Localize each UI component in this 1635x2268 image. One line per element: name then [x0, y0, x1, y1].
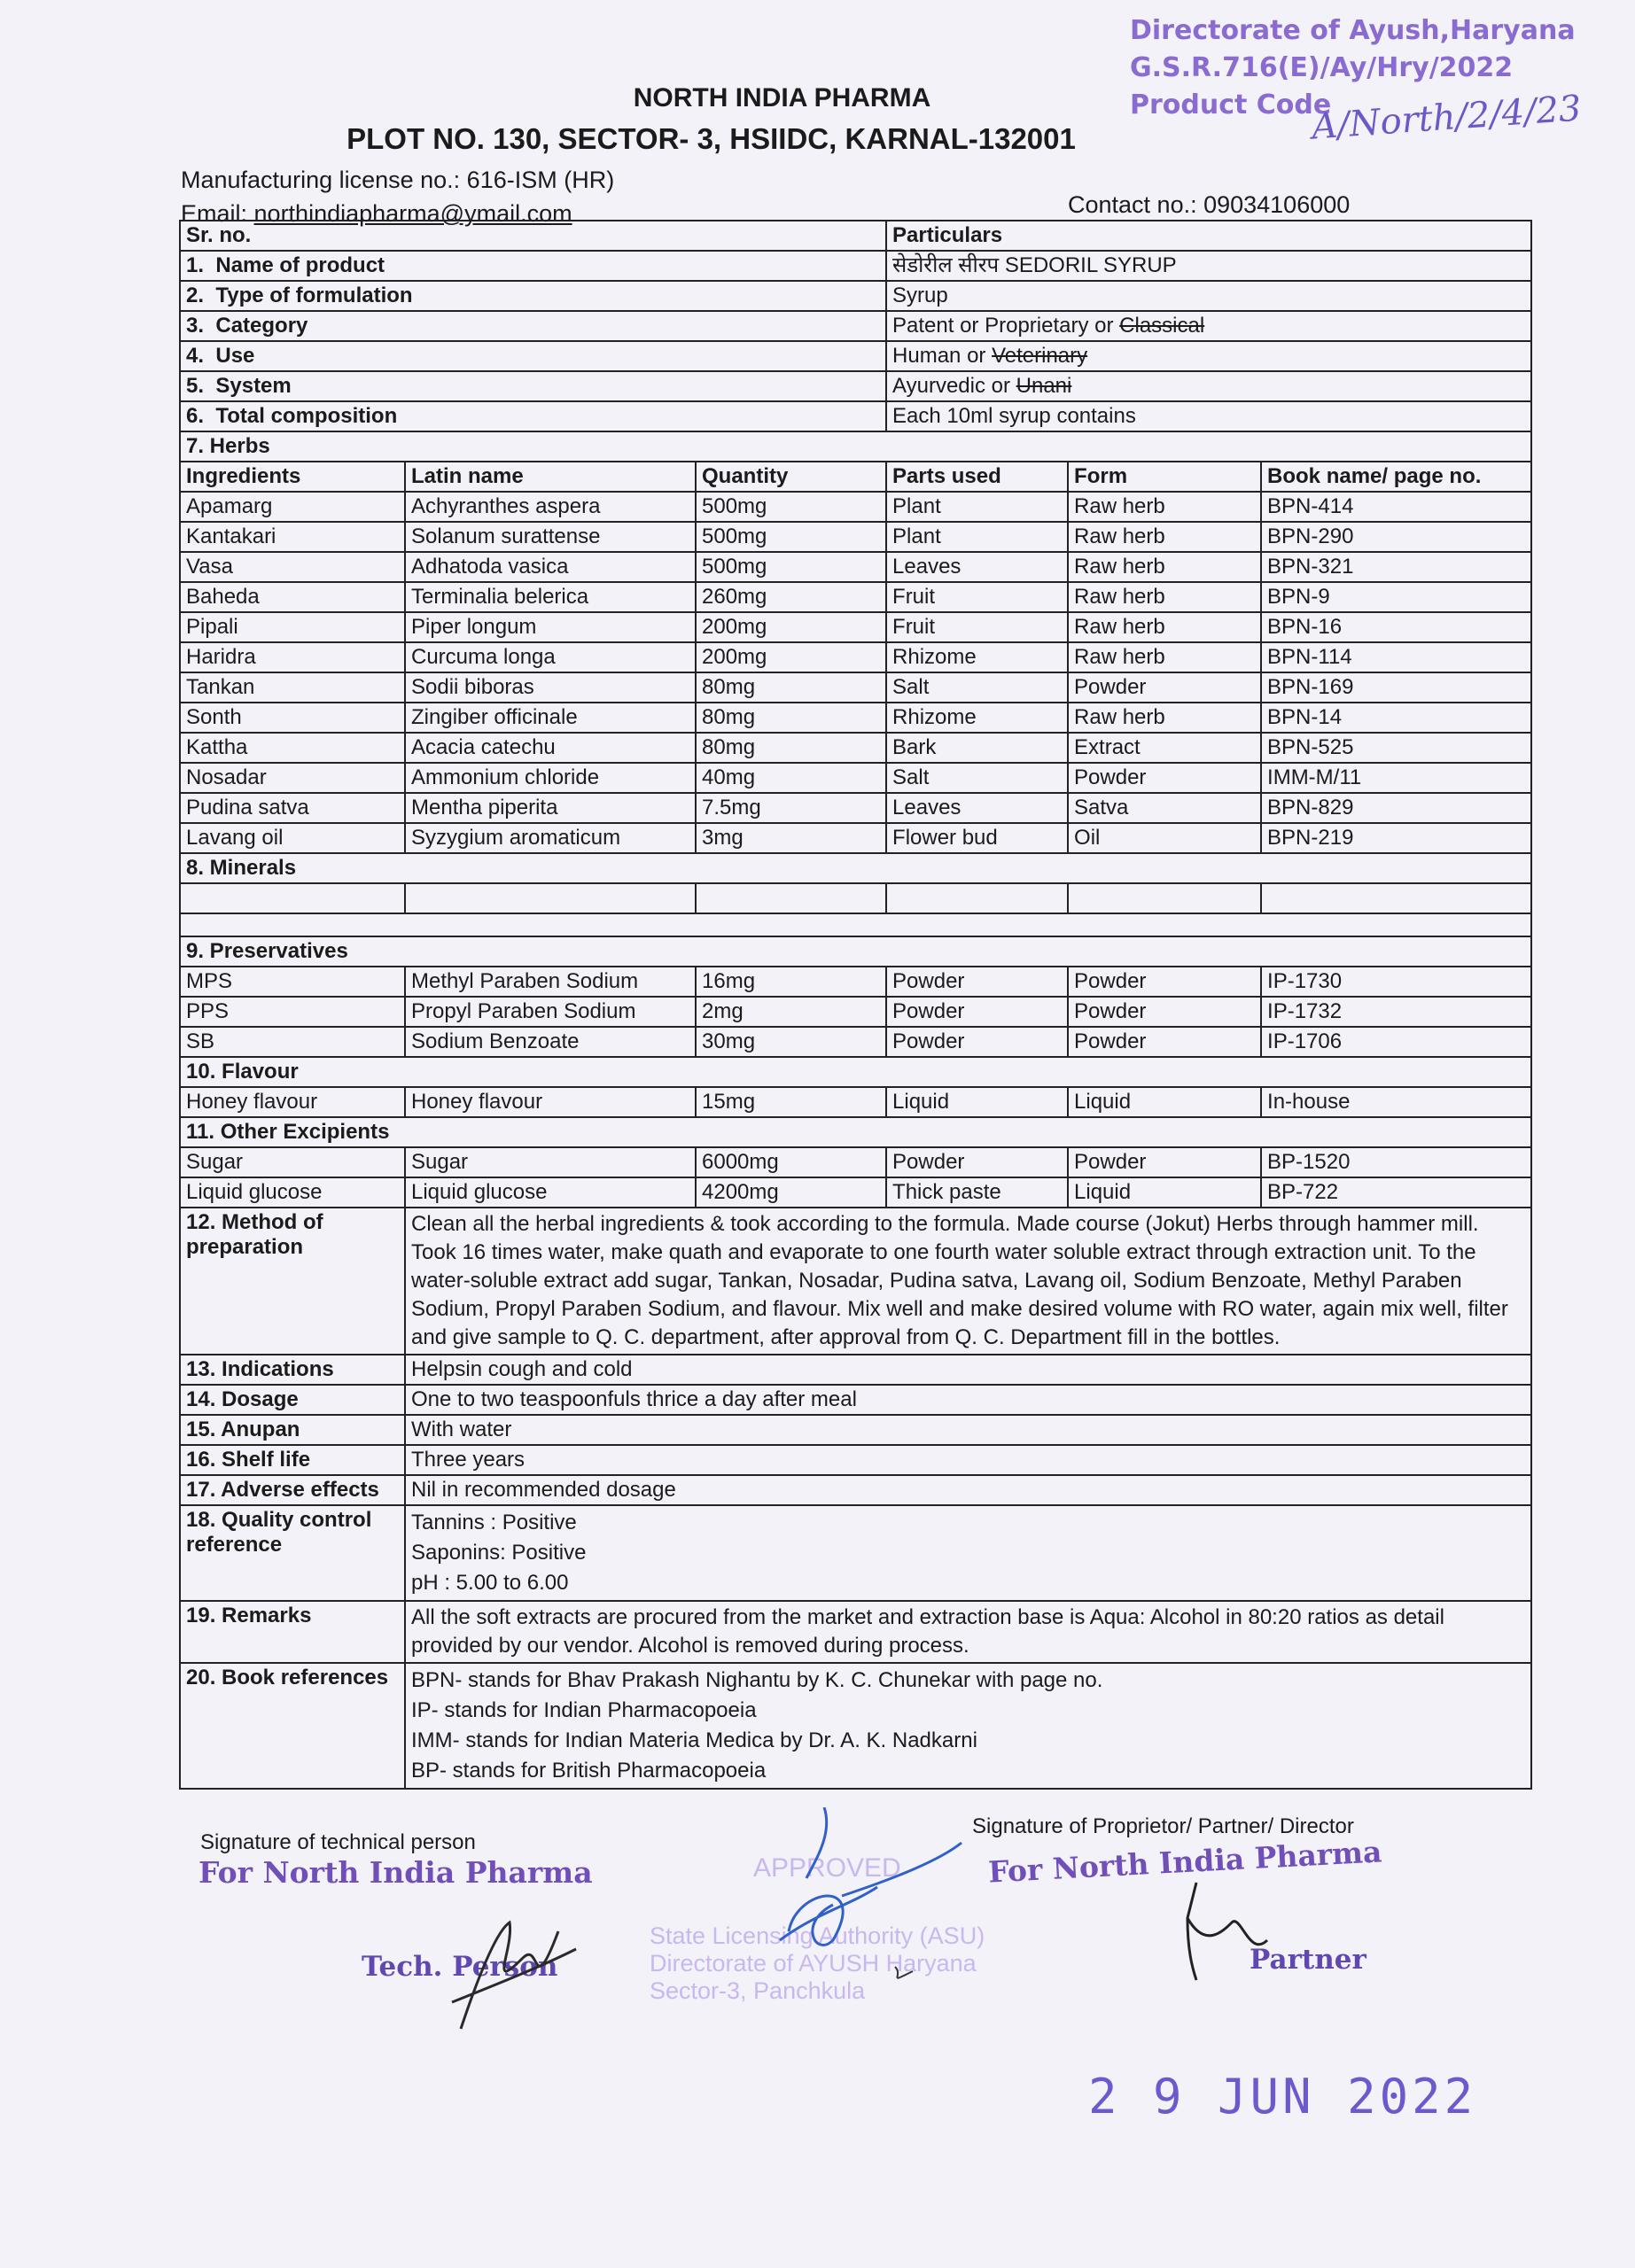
herb-row-cell: Salt	[886, 763, 1068, 793]
approved-stamp-word: APPROVED	[753, 1853, 901, 1883]
general-label-cell	[180, 281, 886, 311]
shelf-row-label: 16. Shelf life	[180, 1445, 405, 1475]
herb-row-cell: BPN-290	[1261, 522, 1531, 552]
herb-row-cell: Plant	[886, 492, 1068, 522]
empty-cell	[405, 883, 696, 913]
herb-row	[180, 703, 1531, 733]
herb-row-cell: Salt	[886, 672, 1068, 703]
flavour-row-cell: 15mg	[696, 1087, 886, 1117]
row-number: 3.	[186, 314, 205, 338]
herb-row-cell: IMM-M/11	[1261, 763, 1531, 793]
excipient-row-cell: 4200mg	[696, 1177, 886, 1208]
herb-row-cell: Sonth	[180, 703, 405, 733]
row-number: 4.	[186, 344, 205, 368]
tech-signature-label: Signature of technical person	[200, 1830, 476, 1854]
refs-row-value	[405, 1663, 1531, 1789]
flavour-row-cell: Liquid	[886, 1087, 1068, 1117]
excipient-row-cell: BP-722	[1261, 1177, 1531, 1208]
excipient-row-cell: Sugar	[180, 1147, 405, 1177]
row-label: Type of formulation	[215, 284, 413, 307]
excipient-row-cell: Sugar	[405, 1147, 696, 1177]
preservative-row-cell: Powder	[886, 967, 1068, 997]
herb-row-cell: 200mg	[696, 642, 886, 672]
preservative-row-cell: SB	[180, 1027, 405, 1057]
general-value-cell	[886, 371, 1531, 401]
general-value-cell	[886, 311, 1531, 341]
preservative-row-cell: Propyl Paraben Sodium	[405, 997, 696, 1027]
herb-row-cell: BPN-829	[1261, 793, 1531, 823]
row-number: 1.	[186, 253, 205, 277]
preservative-row-cell: Methyl Paraben Sodium	[405, 967, 696, 997]
remarks-row	[180, 1601, 1531, 1663]
herbs-column-header-row	[180, 462, 1531, 492]
preservative-row-cell: Sodium Benzoate	[405, 1027, 696, 1057]
herb-row	[180, 492, 1531, 522]
preservative-row-cell: 16mg	[696, 967, 886, 997]
preservative-row-cell: MPS	[180, 967, 405, 997]
general-value-cell	[886, 251, 1531, 281]
company-address: PLOT NO. 130, SECTOR- 3, HSIIDC, KARNAL-132001	[346, 122, 1076, 155]
indications-row-value: Helpsin cough and cold	[405, 1355, 1531, 1385]
herb-row-cell: 500mg	[696, 552, 886, 582]
general-label-cell	[180, 341, 886, 371]
stamp-line-1: Directorate of Ayush,Haryana	[1130, 15, 1576, 46]
herb-row	[180, 612, 1531, 642]
refs-row	[180, 1663, 1531, 1789]
herb-row-cell: Ammonium chloride	[405, 763, 696, 793]
herb-row-cell: Leaves	[886, 552, 1068, 582]
formulation-table	[179, 220, 1532, 1790]
herb-row	[180, 733, 1531, 763]
herb-row-cell: Raw herb	[1068, 492, 1261, 522]
row-value: सेडोरील सीरप SEDORIL SYRUP	[892, 253, 1177, 277]
shelf-row	[180, 1445, 1531, 1475]
herb-row-cell: 80mg	[696, 672, 886, 703]
anupan-row-value: With water	[405, 1415, 1531, 1445]
excipient-row-cell: 6000mg	[696, 1147, 886, 1177]
minerals-empty-row	[180, 883, 1531, 913]
anupan-row	[180, 1415, 1531, 1445]
flavour-row-cell: Honey flavour	[405, 1087, 696, 1117]
qc-line: pH : 5.00 to 6.00	[411, 1571, 569, 1595]
general-row	[180, 251, 1531, 281]
empty-cell	[1068, 883, 1261, 913]
method-row	[180, 1208, 1531, 1355]
preservative-row-cell: IP-1730	[1261, 967, 1531, 997]
preservative-row-cell: IP-1732	[1261, 997, 1531, 1027]
handwritten-product-code: A/North/2/4/23	[1310, 88, 1583, 148]
herb-row-cell: Flower bud	[886, 823, 1068, 853]
reference-line: IMM- stands for Indian Materia Medica by Dr. A. K. Nadkarni	[411, 1728, 977, 1752]
row-value: Human or	[892, 344, 993, 368]
herb-row-cell: Raw herb	[1068, 642, 1261, 672]
general-value-cell	[886, 401, 1531, 431]
preservative-row	[180, 1027, 1531, 1057]
contact-number: Contact no.: 09034106000	[1068, 191, 1351, 218]
adverse-row-value: Nil in recommended dosage	[405, 1475, 1531, 1505]
general-label-cell	[180, 251, 886, 281]
herb-row	[180, 672, 1531, 703]
general-row	[180, 371, 1531, 401]
herb-row-cell: Tankan	[180, 672, 405, 703]
partner-stamp: Partner	[1250, 1944, 1366, 1976]
column-header: Latin name	[405, 462, 696, 492]
excipient-row-cell: Liquid glucose	[180, 1177, 405, 1208]
excipient-row-cell: Powder	[1068, 1147, 1261, 1177]
excipient-row	[180, 1147, 1531, 1177]
license-number: Manufacturing license no.: 616-ISM (HR)	[181, 167, 615, 193]
row-number: 5.	[186, 374, 205, 398]
anupan-row-label: 15. Anupan	[180, 1415, 405, 1445]
herb-row-cell: Extract	[1068, 733, 1261, 763]
herb-row-cell: Raw herb	[1068, 522, 1261, 552]
herb-row-cell: Powder	[1068, 672, 1261, 703]
general-label-cell	[180, 371, 886, 401]
preservative-row-cell: 30mg	[696, 1027, 886, 1057]
date-stamp: 2 9 JUN 2022	[1088, 2069, 1477, 2124]
herb-row-cell: 200mg	[696, 612, 886, 642]
email-address: northindiapharma@ymail.com	[253, 200, 572, 227]
herb-row-cell: Achyranthes aspera	[405, 492, 696, 522]
herb-row-cell: Oil	[1068, 823, 1261, 853]
authority-line-1: State Licensing Authority (ASU)	[650, 1922, 985, 1949]
preservatives-section-title: 9. Preservatives	[180, 936, 1531, 967]
empty-cell	[180, 883, 405, 913]
herb-row-cell: Lavang oil	[180, 823, 405, 853]
adverse-row-label: 17. Adverse effects	[180, 1475, 405, 1505]
herb-row-cell: BPN-169	[1261, 672, 1531, 703]
herb-row-cell: Nosadar	[180, 763, 405, 793]
general-row	[180, 311, 1531, 341]
particulars-header: Particulars	[886, 221, 1531, 251]
minerals-section-title: 8. Minerals	[180, 853, 1531, 883]
excipient-row-cell: Liquid	[1068, 1177, 1261, 1208]
qc-row	[180, 1505, 1531, 1601]
preservative-row-cell: Powder	[1068, 997, 1261, 1027]
approval-signature	[762, 1807, 966, 2011]
herb-row-cell: Sodii biboras	[405, 672, 696, 703]
herb-row	[180, 522, 1531, 552]
flavour-row-cell: In-house	[1261, 1087, 1531, 1117]
partner-signature	[1152, 1878, 1285, 1993]
preservative-row-cell: Powder	[886, 997, 1068, 1027]
herb-row-cell: BPN-219	[1261, 823, 1531, 853]
indications-row-label: 13. Indications	[180, 1355, 405, 1385]
herb-row-cell: Vasa	[180, 552, 405, 582]
stamp-line-2: G.S.R.716(E)/Ay/Hry/2022	[1130, 52, 1514, 83]
row-label: Name of product	[215, 253, 385, 277]
struck-value: Veterinary	[992, 344, 1088, 368]
preservative-row-cell: 2mg	[696, 997, 886, 1027]
row-value: Syrup	[892, 284, 948, 307]
row-number: 2.	[186, 284, 205, 307]
preservative-row-cell: Powder	[886, 1027, 1068, 1057]
herb-row-cell: Curcuma longa	[405, 642, 696, 672]
herb-row-cell: Raw herb	[1068, 612, 1261, 642]
herb-row	[180, 582, 1531, 612]
stamp-line-3: Product Code	[1130, 89, 1332, 120]
remarks-row-label: 19. Remarks	[180, 1601, 405, 1663]
qc-line: Tannins : Positive	[411, 1511, 577, 1534]
herb-row-cell: Powder	[1068, 763, 1261, 793]
indications-row	[180, 1355, 1531, 1385]
herb-row-cell: 260mg	[696, 582, 886, 612]
flavour-section	[180, 1057, 1531, 1087]
herb-row-cell: 80mg	[696, 733, 886, 763]
row-value: Ayurvedic or	[892, 374, 1016, 398]
srno-header: Sr. no.	[180, 221, 886, 251]
flavour-row-cell: Liquid	[1068, 1087, 1261, 1117]
flavour-row	[180, 1087, 1531, 1117]
column-header: Book name/ page no.	[1261, 462, 1531, 492]
herb-row-cell: Pudina satva	[180, 793, 405, 823]
excipients-section-title: 11. Other Excipients	[180, 1117, 1531, 1147]
preservative-row-cell: PPS	[180, 997, 405, 1027]
preservative-row	[180, 967, 1531, 997]
herb-row-cell: 500mg	[696, 522, 886, 552]
qc-line: Saponins: Positive	[411, 1541, 587, 1565]
herb-row-cell: Satva	[1068, 793, 1261, 823]
herb-row	[180, 793, 1531, 823]
method-row-label: 12. Method of preparation	[180, 1208, 405, 1355]
empty-cell	[1261, 883, 1531, 913]
excipient-row-cell: BP-1520	[1261, 1147, 1531, 1177]
excipients-section	[180, 1117, 1531, 1147]
refs-row-label: 20. Book references	[180, 1663, 405, 1789]
general-row	[180, 281, 1531, 311]
herb-row-cell: Mentha piperita	[405, 793, 696, 823]
general-row	[180, 401, 1531, 431]
herb-row-cell: Raw herb	[1068, 552, 1261, 582]
dosage-row-label: 14. Dosage	[180, 1385, 405, 1415]
herb-row-cell: Apamarg	[180, 492, 405, 522]
email-label: Email:	[181, 200, 254, 227]
herb-row-cell: BPN-114	[1261, 642, 1531, 672]
shelf-row-value: Three years	[405, 1445, 1531, 1475]
herb-row-cell: 3mg	[696, 823, 886, 853]
column-header: Parts used	[886, 462, 1068, 492]
herb-row-cell: Kantakari	[180, 522, 405, 552]
herb-row-cell: Haridra	[180, 642, 405, 672]
herb-row-cell: Pipali	[180, 612, 405, 642]
remarks-row-value: All the soft extracts are procured from the market and extraction base is Aqua: Alcohol in 80:20 ratios as detail provided by our vendor. Alcohol is removed during process.	[405, 1601, 1531, 1663]
authority-line-3: Sector-3, Panchkula	[650, 1977, 866, 2004]
herb-row-cell: Terminalia belerica	[405, 582, 696, 612]
qc-row-label: 18. Quality control reference	[180, 1505, 405, 1601]
general-label-cell	[180, 311, 886, 341]
herb-row-cell: Bark	[886, 733, 1068, 763]
herb-row-cell: 40mg	[696, 763, 886, 793]
row-label: Category	[215, 314, 308, 338]
preservative-row-cell: Powder	[1068, 1027, 1261, 1057]
tech-person-signature	[425, 1896, 585, 2047]
tech-person-stamp: Tech. Person	[362, 1951, 558, 1983]
herb-row-cell: Piper longum	[405, 612, 696, 642]
general-label-cell	[180, 401, 886, 431]
excipient-row	[180, 1177, 1531, 1208]
row-label: Use	[215, 344, 255, 368]
herb-row-cell: 80mg	[696, 703, 886, 733]
authority-line-2: Directorate of AYUSH Haryana	[650, 1950, 977, 1977]
dosage-row	[180, 1385, 1531, 1415]
adverse-row	[180, 1475, 1531, 1505]
tech-company-stamp: For North India Pharma	[199, 1855, 593, 1890]
herb-row-cell: Raw herb	[1068, 582, 1261, 612]
method-row-value: Clean all the herbal ingredients & took according to the formula. Made course (Jokut) Herbs through hammer mill. Took 16 times water, make quath and evaporate to one fourth water soluble extract through extraction unit. To the water-soluble extract add sugar, Tankan, Nosadar, Pudina satva, Lavang oil, Sodium Benzoate, Methyl Paraben Sodium, Propyl Paraben Sodium, and flavour. Mix well and make desired volume with RO water, again mix well, filter and give sample to Q. C. department, after approval from Q. C. Department fill in the bottles.	[405, 1208, 1531, 1355]
herb-row-cell: BPN-525	[1261, 733, 1531, 763]
minerals-section	[180, 853, 1531, 883]
flavour-section-title: 10. Flavour	[180, 1057, 1531, 1087]
herb-row-cell: 7.5mg	[696, 793, 886, 823]
herb-row-cell: Baheda	[180, 582, 405, 612]
general-value-cell	[886, 341, 1531, 371]
herbs-section	[180, 431, 1531, 462]
herb-row-cell: Rhizome	[886, 642, 1068, 672]
herb-row-cell: Adhatoda vasica	[405, 552, 696, 582]
struck-value: Unani	[1016, 374, 1072, 398]
general-row	[180, 341, 1531, 371]
herb-row-cell: BPN-14	[1261, 703, 1531, 733]
herb-row-cell: Rhizome	[886, 703, 1068, 733]
herb-row-cell: Acacia catechu	[405, 733, 696, 763]
spacer-row	[180, 913, 1531, 936]
excipient-row-cell: Thick paste	[886, 1177, 1068, 1208]
partner-company-stamp: For North India Pharma	[987, 1834, 1383, 1890]
herbs-section-title: 7. Herbs	[180, 431, 1531, 462]
herb-row	[180, 763, 1531, 793]
reference-line: IP- stands for Indian Pharmacopoeia	[411, 1698, 757, 1722]
spacer-cell	[180, 913, 1531, 936]
herb-row	[180, 642, 1531, 672]
proprietor-signature-label: Signature of Proprietor/ Partner/ Director	[972, 1814, 1354, 1838]
herb-row-cell: Solanum surattense	[405, 522, 696, 552]
row-value: Patent or Proprietary or	[892, 314, 1120, 338]
flavour-row-cell: Honey flavour	[180, 1087, 405, 1117]
herb-row-cell: BPN-414	[1261, 492, 1531, 522]
company-name: NORTH INDIA PHARMA	[633, 83, 931, 113]
row-number: 6.	[186, 404, 205, 428]
herb-row-cell: BPN-321	[1261, 552, 1531, 582]
table-header-row	[180, 221, 1531, 251]
excipient-row-cell: Powder	[886, 1147, 1068, 1177]
reference-line: BPN- stands for Bhav Prakash Nighantu by K. C. Chunekar with page no.	[411, 1668, 1103, 1692]
herb-row-cell: BPN-9	[1261, 582, 1531, 612]
column-header: Form	[1068, 462, 1261, 492]
herb-row-cell: Leaves	[886, 793, 1068, 823]
struck-value: Classical	[1119, 314, 1205, 338]
herb-row-cell: Plant	[886, 522, 1068, 552]
qc-row-value	[405, 1505, 1531, 1601]
reference-line: BP- stands for British Pharmacopoeia	[411, 1759, 767, 1783]
excipient-row-cell: Liquid glucose	[405, 1177, 696, 1208]
row-label: Total composition	[215, 404, 398, 428]
herb-row-cell: Raw herb	[1068, 703, 1261, 733]
preservatives-section	[180, 936, 1531, 967]
herb-row-cell: Kattha	[180, 733, 405, 763]
herb-row-cell: Fruit	[886, 582, 1068, 612]
preservative-row-cell: Powder	[1068, 967, 1261, 997]
column-header: Ingredients	[180, 462, 405, 492]
general-value-cell	[886, 281, 1531, 311]
empty-cell	[886, 883, 1068, 913]
herb-row-cell: Zingiber officinale	[405, 703, 696, 733]
row-label: System	[215, 374, 292, 398]
herb-row	[180, 823, 1531, 853]
herb-row-cell: Fruit	[886, 612, 1068, 642]
herb-row	[180, 552, 1531, 582]
preservative-row-cell: IP-1706	[1261, 1027, 1531, 1057]
column-header: Quantity	[696, 462, 886, 492]
empty-cell	[696, 883, 886, 913]
preservative-row	[180, 997, 1531, 1027]
herb-row-cell: 500mg	[696, 492, 886, 522]
row-value: Each 10ml syrup contains	[892, 404, 1136, 428]
herb-row-cell: BPN-16	[1261, 612, 1531, 642]
dosage-row-value: One to two teaspoonfuls thrice a day after meal	[405, 1385, 1531, 1415]
herb-row-cell: Syzygium aromaticum	[405, 823, 696, 853]
